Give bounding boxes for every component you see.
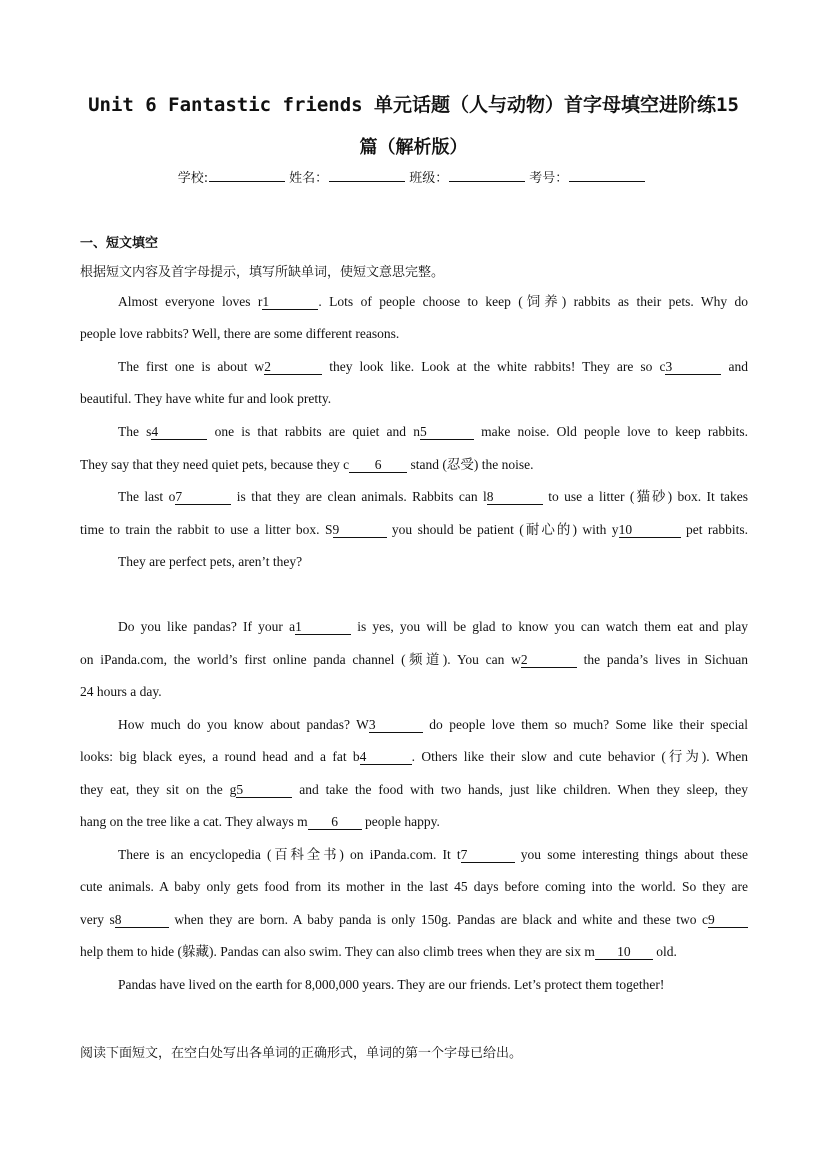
blank-answer[interactable]: 6	[308, 814, 362, 830]
passage-line: people love rabbits? Well, there are some different reasons.	[80, 326, 400, 341]
class-label: 班级：	[409, 171, 449, 186]
section-instruction: 根据短文内容及首字母提示，填写所缺单词，使短文意思完整。	[80, 265, 445, 280]
blank-answer[interactable]: 6	[349, 457, 407, 473]
number-label: 考号：	[529, 171, 569, 186]
blank-answer[interactable]: 7	[175, 489, 231, 505]
passage-line: very s8 when they are born. A baby panda is only 150g. Pandas are black and white and these two c9	[80, 911, 748, 929]
blank-answer[interactable]: 10	[619, 522, 681, 538]
passage-line: Almost everyone loves r1 . Lots of people choose to keep (饲养) rabbits as their pets. Why do	[118, 294, 748, 309]
passage-line: Pandas have lived on the earth for 8,000,000 years. They are our friends. Let’s protect them together!	[118, 977, 665, 992]
blank-answer[interactable]: 4	[151, 424, 207, 440]
school-label: 学校:	[177, 171, 209, 186]
section-heading: 一、短文填空	[80, 236, 159, 251]
student-info-line	[0, 167, 827, 186]
blank-answer[interactable]: 5	[236, 782, 292, 798]
document-title-continued: 篇（解析版）	[359, 137, 468, 158]
passage-line: looks: big black eyes, a round head and a fat b4 . Others like their slow and cute behavior (行为). When	[80, 749, 749, 764]
passage-line: There is an encyclopedia (百科全书) on iPanda.com. It t7 you some interesting things about these	[118, 847, 748, 862]
name-blank[interactable]	[329, 169, 405, 182]
passage-line: The last o7 is that they are clean animals. Rabbits can l8 to use a litter (猫砂) box. It takes	[118, 489, 748, 504]
blank-answer[interactable]: 1	[262, 294, 318, 310]
passage-line: The s4 one is that rabbits are quiet and n5 make noise. Old people love to keep rabbits.	[118, 424, 748, 439]
blank-answer[interactable]: 9	[333, 522, 387, 538]
passage-line: They say that they need quiet pets, because they c 6 stand (忍受) the noise.	[80, 457, 534, 472]
blank-answer[interactable]: 2	[264, 359, 322, 375]
passage-line: They are perfect pets, aren’t they?	[118, 554, 303, 569]
blank-answer[interactable]: 9	[708, 912, 748, 928]
number-blank[interactable]	[569, 169, 645, 182]
blank-answer[interactable]: 3	[369, 717, 423, 733]
passage-line: beautiful. They have white fur and look pretty.	[80, 391, 332, 406]
school-blank[interactable]	[209, 169, 285, 182]
class-blank[interactable]	[449, 169, 525, 182]
passage-line: help them to hide (躲藏). Pandas can also swim. They can also climb trees when they are six m 10 old.	[80, 944, 677, 959]
blank-answer[interactable]: 2	[521, 652, 577, 668]
blank-answer[interactable]: 7	[461, 847, 515, 863]
passage-line: hang on the tree like a cat. They always m 6 people happy.	[80, 814, 440, 829]
passage-line: 24 hours a day.	[80, 684, 162, 699]
blank-answer[interactable]: 1	[295, 619, 351, 635]
passage-line: cute animals. A baby only gets food from its mother in the last 45 days before coming into the world. So they are	[80, 879, 748, 894]
passage-line: How much do you know about pandas? W3 do people love them so much? Some like their special	[118, 717, 748, 732]
passage-line: The first one is about w2 they look like. Look at the white rabbits! They are so c3 and	[118, 359, 749, 374]
blank-answer[interactable]: 4	[360, 749, 412, 765]
passage-line: time to train the rabbit to use a litter box. S9 you should be patient (耐心的) with y10 pet rabbits.	[80, 522, 749, 537]
blank-answer[interactable]: 3	[665, 359, 721, 375]
blank-answer[interactable]: 8	[115, 912, 169, 928]
blank-answer[interactable]: 8	[487, 489, 543, 505]
next-instruction: 阅读下面短文，在空白处写出各单词的正确形式，单词的第一个字母已给出。	[80, 1046, 523, 1061]
passage-line: they eat, they sit on the g5 and take the food with two hands, just like children. When they sleep, they	[80, 782, 749, 797]
passage-line: on iPanda.com, the world’s first online panda channel (频道). You can w2 the panda’s lives in Sichuan	[80, 652, 748, 667]
blank-answer[interactable]: 10	[595, 944, 653, 960]
blank-answer[interactable]: 5	[420, 424, 474, 440]
document-title: Unit 6 Fantastic friends 单元话题（人与动物）首字母填空进阶练15	[88, 94, 739, 116]
passage-line: Do you like pandas? If your a1 is yes, you will be glad to know you can watch them eat and play	[118, 619, 748, 634]
name-label: 姓名：	[289, 171, 329, 186]
